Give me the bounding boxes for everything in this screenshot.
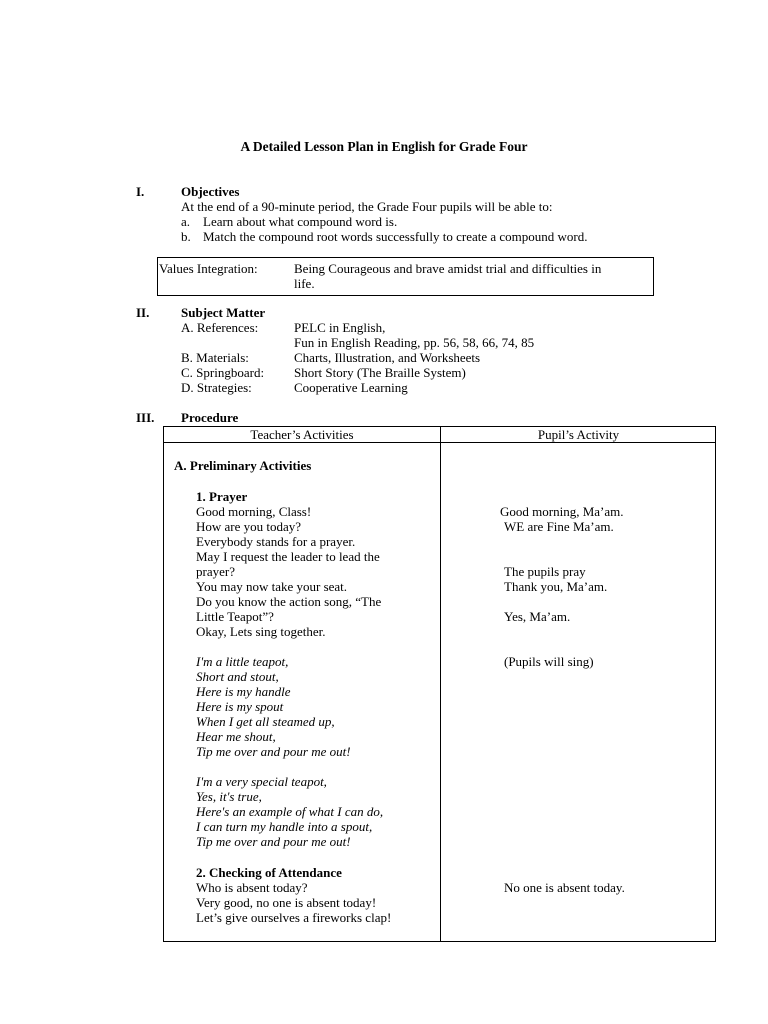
song-line: I'm a very special teapot, xyxy=(196,774,327,789)
table-header-divider xyxy=(164,442,715,443)
subject-label-strategies: D. Strategies: xyxy=(181,380,252,395)
column-header-pupil: Pupil’s Activity xyxy=(537,427,620,442)
pupil-response: No one is absent today. xyxy=(504,880,625,895)
teacher-line: prayer? xyxy=(196,564,235,579)
pupil-response: The pupils pray xyxy=(504,564,586,579)
column-header-teacher: Teacher’s Activities xyxy=(250,427,354,442)
song-line: Yes, it's true, xyxy=(196,789,262,804)
procedure-heading: Procedure xyxy=(181,410,239,425)
objective-letter-a: a. xyxy=(181,214,191,229)
song-line: Here is my handle xyxy=(196,684,291,699)
attendance-line: Very good, no one is absent today! xyxy=(196,895,377,910)
attendance-line: Who is absent today? xyxy=(196,880,308,895)
subject-value-references: PELC in English, xyxy=(294,320,386,335)
teacher-line: Little Teapot”? xyxy=(196,609,274,624)
subject-label-springboard: C. Springboard: xyxy=(181,365,265,380)
subject-value-strategies: Cooperative Learning xyxy=(294,380,408,395)
values-integration-box xyxy=(157,257,654,296)
document-title: A Detailed Lesson Plan in English for Grade Four xyxy=(240,139,528,154)
prayer-heading: 1. Prayer xyxy=(196,489,248,504)
subject-value-references-2: Fun in English Reading, pp. 56, 58, 66, 74, 85 xyxy=(294,335,535,350)
table-column-divider xyxy=(440,427,441,941)
song-line: I'm a little teapot, xyxy=(196,654,289,669)
teacher-line: Everybody stands for a prayer. xyxy=(196,534,356,549)
subject-matter-heading: Subject Matter xyxy=(181,305,266,320)
objectives-heading: Objectives xyxy=(181,184,240,199)
pupil-response: Yes, Ma’am. xyxy=(504,609,571,624)
teacher-line: Do you know the action song, “The xyxy=(196,594,382,609)
song-line: When I get all steamed up, xyxy=(196,714,335,729)
objective-text-a: Learn about what compound word is. xyxy=(203,214,398,229)
procedure-table xyxy=(163,426,716,942)
pupil-response: (Pupils will sing) xyxy=(504,654,594,669)
song-line: Here's an example of what I can do, xyxy=(196,804,384,819)
song-line: I can turn my handle into a spout, xyxy=(196,819,373,834)
teacher-line: You may now take your seat. xyxy=(196,579,348,594)
song-line: Tip me over and pour me out! xyxy=(196,744,351,759)
subject-value-materials: Charts, Illustration, and Worksheets xyxy=(294,350,481,365)
values-text-line1: Being Courageous and brave amidst trial and difficulties in xyxy=(294,261,602,276)
objectives-numeral: I. xyxy=(136,184,145,199)
section-preliminary-activities: A. Preliminary Activities xyxy=(174,458,312,473)
song-line: Short and stout, xyxy=(196,669,279,684)
values-text-line2: life. xyxy=(294,276,315,291)
objective-text-b: Match the compound root words successfully to create a compound word. xyxy=(203,229,588,244)
pupil-response: Good morning, Ma’am. xyxy=(500,504,624,519)
values-label: Values Integration: xyxy=(159,261,258,276)
objectives-intro: At the end of a 90-minute period, the Grade Four pupils will be able to: xyxy=(181,199,553,214)
song-line: Here is my spout xyxy=(196,699,284,714)
objective-letter-b: b. xyxy=(181,229,191,244)
teacher-line: Okay, Lets sing together. xyxy=(196,624,326,639)
procedure-numeral: III. xyxy=(136,410,155,425)
song-line: Tip me over and pour me out! xyxy=(196,834,351,849)
subject-matter-numeral: II. xyxy=(136,305,150,320)
teacher-line: How are you today? xyxy=(196,519,302,534)
pupil-response: WE are Fine Ma’am. xyxy=(504,519,614,534)
pupil-response: Thank you, Ma’am. xyxy=(504,579,608,594)
subject-label-materials: B. Materials: xyxy=(181,350,249,365)
teacher-line: May I request the leader to lead the xyxy=(196,549,380,564)
attendance-line: Let’s give ourselves a fireworks clap! xyxy=(196,910,392,925)
song-line: Hear me shout, xyxy=(196,729,276,744)
attendance-heading: 2. Checking of Attendance xyxy=(196,865,342,880)
subject-label-references: A. References: xyxy=(181,320,259,335)
teacher-line: Good morning, Class! xyxy=(196,504,312,519)
subject-value-springboard: Short Story (The Braille System) xyxy=(294,365,466,380)
